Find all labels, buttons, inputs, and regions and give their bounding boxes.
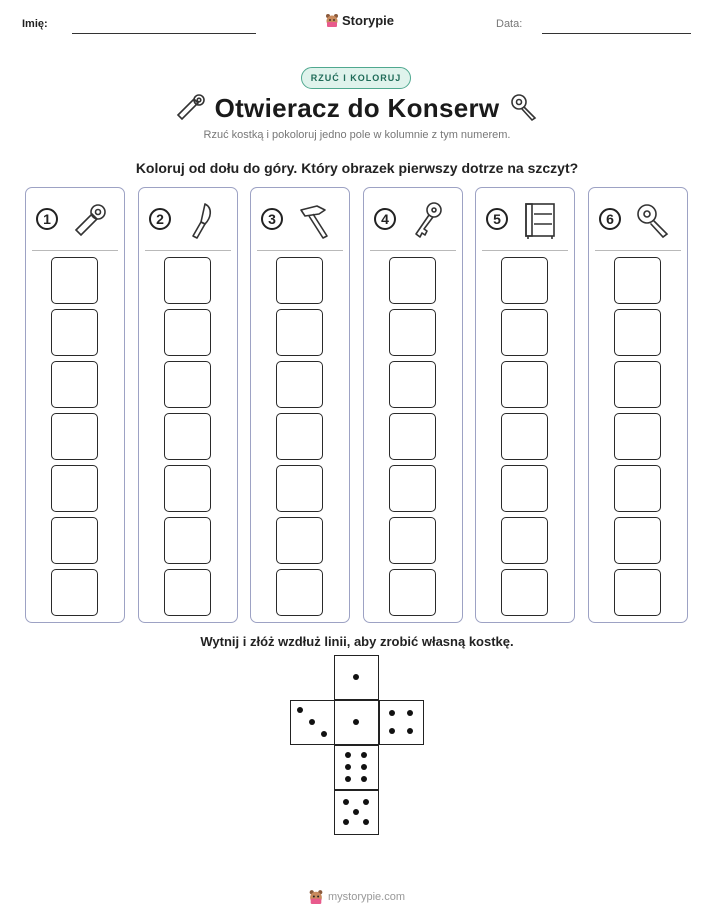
color-cell[interactable] bbox=[501, 517, 548, 564]
color-cell[interactable] bbox=[501, 361, 548, 408]
color-cell[interactable] bbox=[614, 569, 661, 616]
color-cell[interactable] bbox=[501, 465, 548, 512]
column-number: 5 bbox=[486, 208, 508, 230]
color-cell[interactable] bbox=[389, 361, 436, 408]
footer bbox=[308, 888, 405, 905]
color-cell[interactable] bbox=[51, 257, 98, 304]
color-cell[interactable] bbox=[389, 517, 436, 564]
column-number: 6 bbox=[599, 208, 621, 230]
dice-face-1 bbox=[334, 655, 379, 700]
column-divider bbox=[145, 250, 231, 251]
color-cell[interactable] bbox=[501, 257, 548, 304]
color-cell[interactable] bbox=[389, 257, 436, 304]
color-cell[interactable] bbox=[276, 257, 323, 304]
column-number: 2 bbox=[149, 208, 171, 230]
name-label: Imię: bbox=[22, 18, 48, 30]
dice-face-3 bbox=[290, 700, 335, 745]
dice-pip bbox=[297, 707, 303, 713]
magnifier-opener-icon bbox=[633, 200, 673, 240]
color-cell[interactable] bbox=[164, 413, 211, 460]
dice-pip bbox=[321, 731, 327, 737]
dice-pip bbox=[361, 752, 367, 758]
color-cell[interactable] bbox=[51, 361, 98, 408]
footer-url: mystorypie.com bbox=[328, 890, 406, 903]
date-label: Data: bbox=[496, 18, 523, 30]
knife-icon bbox=[183, 200, 223, 240]
dice-pip bbox=[361, 776, 367, 782]
bear-icon bbox=[325, 12, 339, 28]
color-cell[interactable] bbox=[164, 257, 211, 304]
column-divider bbox=[257, 250, 343, 251]
magnifier-title-icon bbox=[508, 92, 538, 122]
key-icon bbox=[408, 200, 448, 240]
color-cell[interactable] bbox=[164, 465, 211, 512]
dice-pip bbox=[345, 764, 351, 770]
color-cell[interactable] bbox=[501, 569, 548, 616]
dice-face-1 bbox=[334, 700, 379, 745]
color-cell[interactable] bbox=[614, 361, 661, 408]
page-title: Otwieracz do Konserw bbox=[214, 93, 500, 123]
dice-pip bbox=[407, 710, 413, 716]
color-cell[interactable] bbox=[614, 309, 661, 356]
color-cell[interactable] bbox=[276, 569, 323, 616]
color-cell[interactable] bbox=[164, 569, 211, 616]
dice-face-4 bbox=[379, 700, 424, 745]
color-cell[interactable] bbox=[614, 257, 661, 304]
column-divider bbox=[482, 250, 568, 251]
dice-pip bbox=[361, 764, 367, 770]
color-cell[interactable] bbox=[164, 361, 211, 408]
dice-pip bbox=[363, 799, 369, 805]
dice-pip bbox=[389, 710, 395, 716]
dice-pip bbox=[353, 674, 359, 680]
dice-pip bbox=[345, 776, 351, 782]
color-cell[interactable] bbox=[276, 309, 323, 356]
dice-pip bbox=[345, 752, 351, 758]
dice-face-5 bbox=[334, 790, 379, 835]
dice-face-6 bbox=[334, 745, 379, 790]
column-2 bbox=[138, 187, 238, 623]
color-cell[interactable] bbox=[164, 517, 211, 564]
color-cell[interactable] bbox=[51, 517, 98, 564]
color-cell[interactable] bbox=[276, 465, 323, 512]
color-cell[interactable] bbox=[389, 309, 436, 356]
column-divider bbox=[370, 250, 456, 251]
can-opener-icon bbox=[70, 200, 110, 240]
column-4 bbox=[363, 187, 463, 623]
dice-pip bbox=[343, 799, 349, 805]
cut-instruction: Wytnij i złóż wzdłuż linii, aby zrobić własną kostkę. bbox=[200, 634, 514, 649]
color-cell[interactable] bbox=[276, 413, 323, 460]
name-line[interactable] bbox=[72, 33, 256, 34]
storypie-logo bbox=[325, 12, 394, 28]
column-number: 1 bbox=[36, 208, 58, 230]
column-3 bbox=[250, 187, 350, 623]
dice-pip bbox=[407, 728, 413, 734]
color-cell[interactable] bbox=[501, 309, 548, 356]
dice-pip bbox=[353, 809, 359, 815]
bear-icon bbox=[308, 888, 324, 905]
color-cell[interactable] bbox=[51, 309, 98, 356]
column-divider bbox=[595, 250, 681, 251]
color-cell[interactable] bbox=[51, 569, 98, 616]
column-6 bbox=[588, 187, 688, 623]
logo-text: Storypie bbox=[342, 12, 395, 28]
dice-pip bbox=[389, 728, 395, 734]
color-cell[interactable] bbox=[389, 413, 436, 460]
column-number: 3 bbox=[261, 208, 283, 230]
color-cell[interactable] bbox=[389, 569, 436, 616]
color-cell[interactable] bbox=[51, 465, 98, 512]
color-cell[interactable] bbox=[614, 517, 661, 564]
color-cell[interactable] bbox=[501, 413, 548, 460]
column-1 bbox=[25, 187, 125, 623]
color-cell[interactable] bbox=[276, 517, 323, 564]
dice-pip bbox=[343, 819, 349, 825]
color-cell[interactable] bbox=[51, 413, 98, 460]
cabinet-icon bbox=[520, 200, 560, 240]
column-number: 4 bbox=[374, 208, 396, 230]
color-cell[interactable] bbox=[164, 309, 211, 356]
dice-pip bbox=[353, 719, 359, 725]
color-cell[interactable] bbox=[389, 465, 436, 512]
date-line[interactable] bbox=[542, 33, 691, 34]
hammer-icon bbox=[295, 200, 335, 240]
race-instruction: Koloruj od dołu do góry. Który obrazek pierwszy dotrze na szczyt? bbox=[135, 160, 579, 176]
dice-pip bbox=[309, 719, 315, 725]
dice-pip bbox=[363, 819, 369, 825]
color-cell[interactable] bbox=[276, 361, 323, 408]
column-divider bbox=[32, 250, 118, 251]
activity-badge: RZUĆ I KOLORUJ bbox=[301, 67, 411, 89]
column-5 bbox=[475, 187, 575, 623]
color-cell[interactable] bbox=[614, 465, 661, 512]
page-subtitle: Rzuć kostką i pokoloruj jedno pole w kolumnie z tym numerem. bbox=[203, 129, 511, 141]
color-cell[interactable] bbox=[614, 413, 661, 460]
